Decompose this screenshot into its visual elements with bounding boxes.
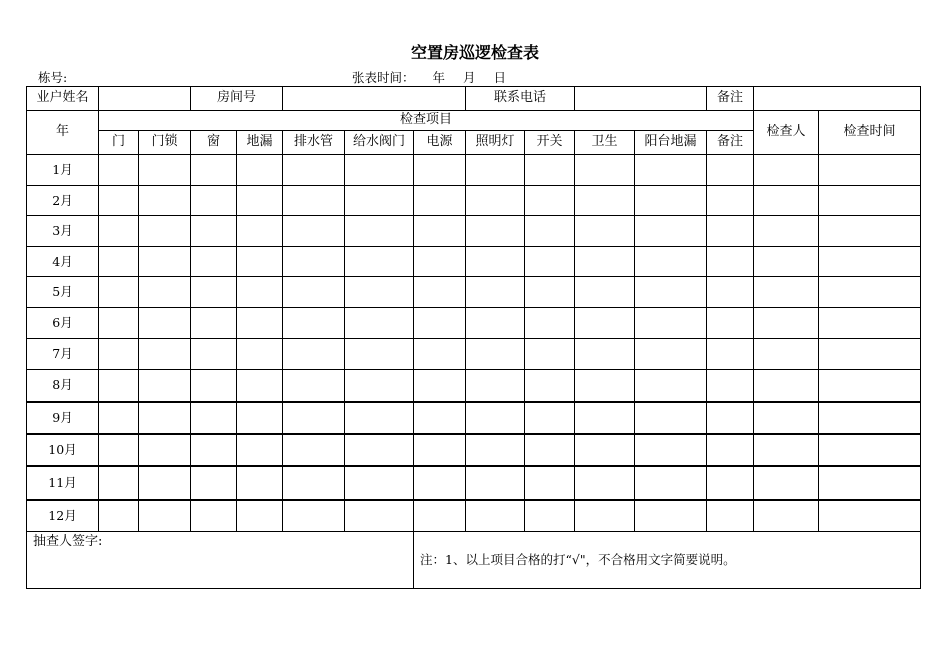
check-cell[interactable] [99,466,139,500]
year-header: 年 [27,111,99,155]
check-cell[interactable] [707,155,754,186]
check-cell[interactable] [191,402,237,434]
table-row [27,155,921,186]
check-cell[interactable] [237,370,283,402]
check-cell[interactable] [345,155,414,186]
phone-field[interactable] [575,87,707,111]
date-month-label: 月 [463,70,476,85]
check-cell[interactable] [466,339,525,370]
check-cell[interactable] [635,216,707,247]
month-label: 4月 [27,247,99,277]
item-header-10: 卫生 [575,131,635,155]
check-cell[interactable] [237,247,283,277]
check-cell[interactable] [819,216,921,247]
check-cell[interactable] [635,402,707,434]
check-cell[interactable] [345,466,414,500]
month-label: 10月 [27,434,99,466]
month-label: 3月 [27,216,99,247]
check-cell[interactable] [819,402,921,434]
table-row [27,247,921,277]
check-cell[interactable] [466,370,525,402]
check-cell[interactable] [283,308,345,339]
check-cell[interactable] [139,247,191,277]
check-cell[interactable] [707,466,754,500]
item-header-2: 门锁 [139,131,191,155]
remark-field[interactable] [754,87,921,111]
check-cell[interactable] [525,277,575,308]
check-cell[interactable] [575,308,635,339]
check-cell[interactable] [139,216,191,247]
check-cell[interactable] [191,308,237,339]
inspector-signature-field[interactable] [27,532,414,589]
check-cell[interactable] [345,186,414,216]
check-cell[interactable] [99,186,139,216]
check-cell[interactable] [414,186,466,216]
check-cell[interactable] [525,370,575,402]
check-cell[interactable] [707,277,754,308]
check-cell[interactable] [139,466,191,500]
check-cell[interactable] [635,247,707,277]
check-cell[interactable] [99,500,139,532]
check-cell[interactable] [466,155,525,186]
check-cell[interactable] [99,402,139,434]
check-cell[interactable] [345,500,414,532]
table-row [27,339,921,370]
check-cell[interactable] [237,308,283,339]
table-row [27,308,921,339]
inspection-time-header: 检查时间 [819,111,921,155]
check-cell[interactable] [754,370,819,402]
check-cell[interactable] [575,247,635,277]
check-cell[interactable] [575,402,635,434]
check-cell[interactable] [525,216,575,247]
check-cell[interactable] [414,247,466,277]
check-cell[interactable] [466,500,525,532]
room-number-label: 房间号 [191,87,283,111]
item-header-3: 窗 [191,131,237,155]
table-row [27,466,921,500]
inspector-signature-label: 抽查人签字: [33,534,103,549]
check-cell[interactable] [466,277,525,308]
check-cell[interactable] [466,216,525,247]
item-header-7: 电源 [414,131,466,155]
check-cell[interactable] [237,216,283,247]
check-cell[interactable] [345,339,414,370]
check-cell[interactable] [635,339,707,370]
check-cell[interactable] [525,434,575,466]
form-date-label: 张表时间： [352,70,415,85]
item-header-9: 开关 [525,131,575,155]
month-label: 9月 [27,402,99,434]
check-cell[interactable] [283,339,345,370]
check-cell[interactable] [237,339,283,370]
table-row [27,402,921,434]
form-date-line [352,68,520,86]
check-cell[interactable] [237,466,283,500]
check-cell[interactable] [191,186,237,216]
check-cell[interactable] [575,277,635,308]
check-cell[interactable] [283,466,345,500]
check-cell[interactable] [575,216,635,247]
check-cell[interactable] [525,500,575,532]
check-cell[interactable] [139,308,191,339]
check-cell[interactable] [191,500,237,532]
check-cell[interactable] [414,308,466,339]
check-cell[interactable] [707,402,754,434]
check-cell[interactable] [191,339,237,370]
check-cell[interactable] [819,155,921,186]
item-header-6: 给水阀门 [345,131,414,155]
item-header-12: 备注 [707,131,754,155]
header-row-group [27,111,921,131]
check-cell[interactable] [466,247,525,277]
phone-label: 联系电话 [466,87,575,111]
check-cell[interactable] [283,434,345,466]
check-cell[interactable] [139,402,191,434]
check-cell[interactable] [635,308,707,339]
check-cell[interactable] [635,186,707,216]
check-cell[interactable] [525,247,575,277]
check-cell[interactable] [414,277,466,308]
month-label: 6月 [27,308,99,339]
check-cell[interactable] [99,216,139,247]
check-cell[interactable] [99,308,139,339]
check-cell[interactable] [139,500,191,532]
check-cell[interactable] [99,277,139,308]
check-cell[interactable] [191,370,237,402]
check-cell[interactable] [754,186,819,216]
check-cell[interactable] [237,500,283,532]
check-cell[interactable] [635,370,707,402]
check-cell[interactable] [237,277,283,308]
check-cell[interactable] [754,155,819,186]
check-cell[interactable] [283,216,345,247]
check-cell[interactable] [819,277,921,308]
check-cell[interactable] [754,500,819,532]
month-label: 11月 [27,466,99,500]
check-cell[interactable] [819,339,921,370]
month-label: 7月 [27,339,99,370]
check-cell[interactable] [414,216,466,247]
check-cell[interactable] [414,434,466,466]
check-cell[interactable] [635,466,707,500]
date-day-label: 日 [493,70,507,85]
table-row [27,186,921,216]
check-cell[interactable] [819,434,921,466]
check-cell[interactable] [707,500,754,532]
check-cell[interactable] [414,339,466,370]
check-cell[interactable] [754,466,819,500]
item-header-5: 排水管 [283,131,345,155]
check-cell[interactable] [345,402,414,434]
check-cell[interactable] [283,155,345,186]
check-cell[interactable] [345,216,414,247]
building-number-label: 栋号: [38,70,68,85]
check-cell[interactable] [139,155,191,186]
check-cell[interactable] [707,186,754,216]
owner-name-label: 业户姓名 [27,87,99,111]
item-header-4: 地漏 [237,131,283,155]
check-cell[interactable] [466,434,525,466]
month-label: 8月 [27,370,99,402]
check-cell[interactable] [707,339,754,370]
check-cell[interactable] [191,247,237,277]
check-cell[interactable] [819,308,921,339]
check-cell[interactable] [635,434,707,466]
check-cell[interactable] [345,308,414,339]
month-label: 12月 [27,500,99,532]
check-cell[interactable] [707,370,754,402]
check-cell[interactable] [99,339,139,370]
check-cell[interactable] [283,370,345,402]
month-label: 1月 [27,155,99,186]
check-cell[interactable] [139,434,191,466]
check-cell[interactable] [635,500,707,532]
check-cell[interactable] [283,186,345,216]
month-label: 5月 [27,277,99,308]
check-cell[interactable] [754,216,819,247]
check-cell[interactable] [819,186,921,216]
check-cell[interactable] [139,277,191,308]
room-number-field[interactable] [283,87,466,111]
check-cell[interactable] [466,466,525,500]
date-year-label: 年 [432,70,446,85]
form-title: 空置房巡逻检查表 [410,43,539,62]
check-cell[interactable] [345,247,414,277]
check-cell[interactable] [525,308,575,339]
check-cell[interactable] [283,500,345,532]
check-cell[interactable] [525,466,575,500]
check-cell[interactable] [466,308,525,339]
check-cell[interactable] [819,466,921,500]
inspection-table [26,86,921,589]
check-cell[interactable] [754,434,819,466]
check-cell[interactable] [575,370,635,402]
footer-note: 注：1、以上项目合格的打“√"，不合格用文字简要说明。 [414,532,921,589]
check-cell[interactable] [819,500,921,532]
check-cell[interactable] [754,277,819,308]
check-cell[interactable] [414,370,466,402]
check-cell[interactable] [191,277,237,308]
check-cell[interactable] [99,247,139,277]
check-cell[interactable] [707,308,754,339]
inspection-items-header: 检查项目 [99,111,754,131]
check-cell[interactable] [466,402,525,434]
table-row [27,370,921,402]
check-cell[interactable] [575,500,635,532]
check-cell[interactable] [237,402,283,434]
check-cell[interactable] [345,277,414,308]
month-label: 2月 [27,186,99,216]
check-cell[interactable] [283,247,345,277]
check-cell[interactable] [525,402,575,434]
inspector-header: 检查人 [754,111,819,155]
check-cell[interactable] [707,216,754,247]
check-cell[interactable] [345,370,414,402]
check-cell[interactable] [575,155,635,186]
check-cell[interactable] [575,466,635,500]
check-cell[interactable] [754,339,819,370]
check-cell[interactable] [191,466,237,500]
table-row [27,500,921,532]
check-cell[interactable] [139,339,191,370]
check-cell[interactable] [575,339,635,370]
check-cell[interactable] [525,155,575,186]
check-cell[interactable] [283,402,345,434]
check-cell[interactable] [283,277,345,308]
check-cell[interactable] [237,186,283,216]
item-header-1: 门 [99,131,139,155]
check-cell[interactable] [575,186,635,216]
check-cell[interactable] [707,434,754,466]
check-cell[interactable] [139,186,191,216]
check-cell[interactable] [191,434,237,466]
check-cell[interactable] [345,434,414,466]
check-cell[interactable] [754,308,819,339]
check-cell[interactable] [525,339,575,370]
check-cell[interactable] [819,247,921,277]
check-cell[interactable] [99,155,139,186]
check-cell[interactable] [414,500,466,532]
owner-name-field[interactable] [99,87,191,111]
item-header-8: 照明灯 [466,131,525,155]
check-cell[interactable] [635,155,707,186]
check-cell[interactable] [754,402,819,434]
check-cell[interactable] [237,434,283,466]
check-cell[interactable] [139,370,191,402]
owner-info-row [27,87,921,111]
item-header-11: 阳台地漏 [635,131,707,155]
check-cell[interactable] [191,155,237,186]
remark-label: 备注 [707,87,754,111]
check-cell[interactable] [414,466,466,500]
check-cell[interactable] [191,216,237,247]
check-cell[interactable] [819,370,921,402]
footer-row [27,532,921,589]
check-cell[interactable] [466,186,525,216]
check-cell[interactable] [414,155,466,186]
check-cell[interactable] [635,277,707,308]
check-cell[interactable] [99,434,139,466]
check-cell[interactable] [754,247,819,277]
check-cell[interactable] [237,155,283,186]
table-row [27,216,921,247]
check-cell[interactable] [525,186,575,216]
check-cell[interactable] [707,247,754,277]
check-cell[interactable] [575,434,635,466]
table-row [27,277,921,308]
check-cell[interactable] [99,370,139,402]
table-row [27,434,921,466]
check-cell[interactable] [414,402,466,434]
